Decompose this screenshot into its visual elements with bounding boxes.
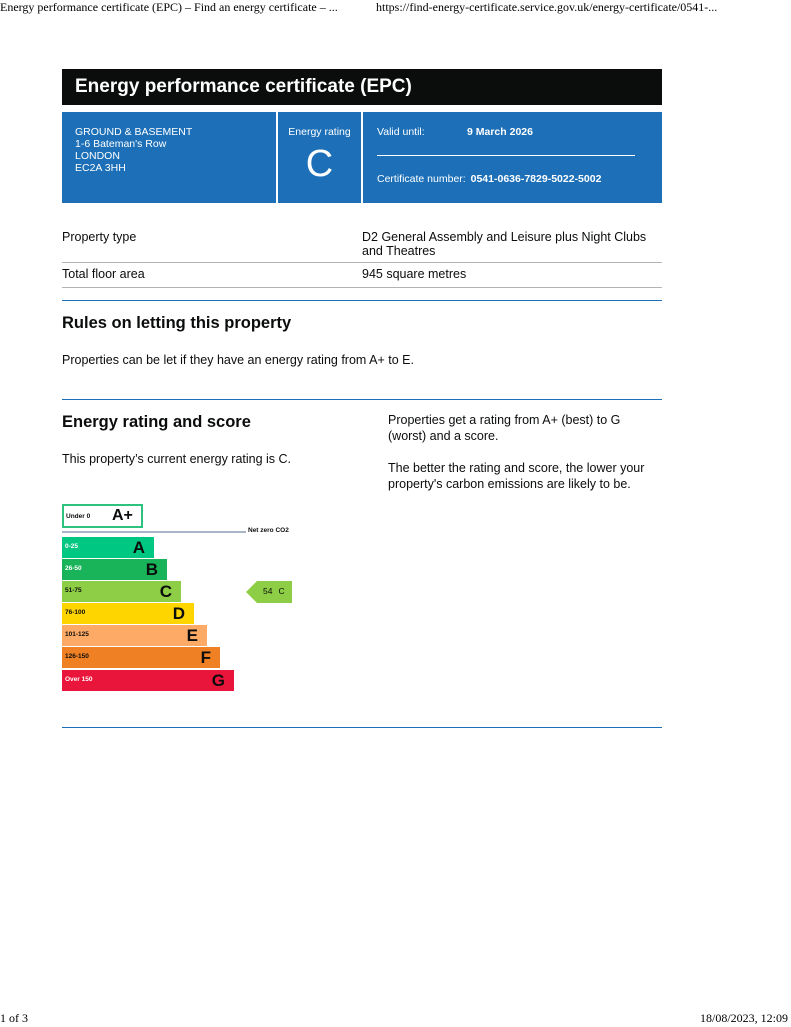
section-divider <box>62 300 662 301</box>
address <box>75 126 192 174</box>
rules-text: Properties can be let if they have an energy rating from A+ to E. <box>62 353 414 367</box>
print-page-url[interactable]: https://find-energy-certificate.service.gov.uk/energy-certificate/0541-... <box>376 0 718 14</box>
rating-band-e <box>62 625 207 646</box>
band-letter: G <box>211 671 225 690</box>
summary-key: Total floor area <box>62 267 145 281</box>
band-range: 126-150 <box>65 653 89 660</box>
epc-title: Energy performance certificate (EPC) <box>62 69 662 105</box>
band-letter: A+ <box>112 507 133 524</box>
address-line: GROUND & BASEMENT <box>75 126 193 138</box>
rating-label: Energy rating <box>288 126 351 138</box>
summary-value: D2 General Assembly and Leisure plus Night Clubs and Theatres <box>362 230 647 258</box>
certificate-divider <box>377 155 635 156</box>
band-letter: F <box>200 648 211 667</box>
current-rating-text: This property’s current energy rating is C. <box>62 452 292 466</box>
band-range: 51-75 <box>65 587 82 594</box>
certificate-number-row <box>377 173 601 185</box>
rating-band-a-plus <box>62 504 143 528</box>
rules-heading: Rules on letting this property <box>62 314 292 332</box>
rating-band-b <box>62 559 167 580</box>
net-zero-line <box>62 531 246 533</box>
address-line: EC2A 3HH <box>75 162 126 174</box>
rating-band-c <box>62 581 181 602</box>
band-letter: E <box>186 626 198 645</box>
valid-until-value: 9 March 2026 <box>467 126 533 138</box>
rating-box <box>278 112 361 203</box>
valid-until-row <box>377 126 533 138</box>
band-range: 26-50 <box>65 565 82 572</box>
band-letter: B <box>145 560 158 579</box>
section-divider <box>62 727 662 728</box>
address-box <box>62 112 276 203</box>
band-letter: A <box>132 538 145 557</box>
summary-value: 945 square metres <box>362 267 467 281</box>
address-line: 1-6 Bateman's Row <box>75 138 167 150</box>
rating-band-d <box>62 603 194 624</box>
summary-row-floor-area <box>62 267 662 288</box>
rating-band-g <box>62 670 234 691</box>
certificate-number-value: 0541-0636-7829-5022-5002 <box>470 173 602 185</box>
certificate-box <box>363 112 662 203</box>
address-line: LONDON <box>75 150 120 162</box>
band-range: 101-125 <box>65 631 89 638</box>
valid-until-label: Valid until: <box>377 126 425 138</box>
print-page-title: Energy performance certificate (EPC) – Find an energy certificate – ... <box>0 0 338 14</box>
rating-explainer: Properties get a rating from A+ (best) to G (worst) and a score. <box>388 413 621 443</box>
summary-key: Property type <box>62 230 137 244</box>
band-range: Over 150 <box>65 676 93 683</box>
energy-heading: Energy rating and score <box>62 413 251 431</box>
net-zero-label: Net zero CO2 <box>248 527 289 534</box>
band-range: Under 0 <box>66 513 91 520</box>
band-range: 0-25 <box>65 543 79 550</box>
band-letter: D <box>172 604 185 623</box>
section-divider <box>62 399 662 400</box>
score-value: 54 <box>263 586 273 596</box>
carbon-explainer: The better the rating and score, the lower your property's carbon emissions are likely to be. <box>388 461 645 491</box>
rating-band-f <box>62 647 220 668</box>
rating-band-a <box>62 537 154 558</box>
print-footer <box>0 1011 791 1027</box>
page-number: 1 of 3 <box>0 1011 28 1025</box>
band-letter: C <box>159 582 172 601</box>
rating-letter: C <box>305 143 334 185</box>
summary-row-property-type <box>62 230 662 263</box>
print-datetime: 18/08/2023, 12:09 <box>699 1011 788 1025</box>
current-score-label <box>263 586 285 596</box>
score-rating: C <box>278 586 285 596</box>
band-range: 76-100 <box>65 609 86 616</box>
print-header <box>0 0 791 16</box>
certificate-number-label: Certificate number: <box>377 173 466 185</box>
